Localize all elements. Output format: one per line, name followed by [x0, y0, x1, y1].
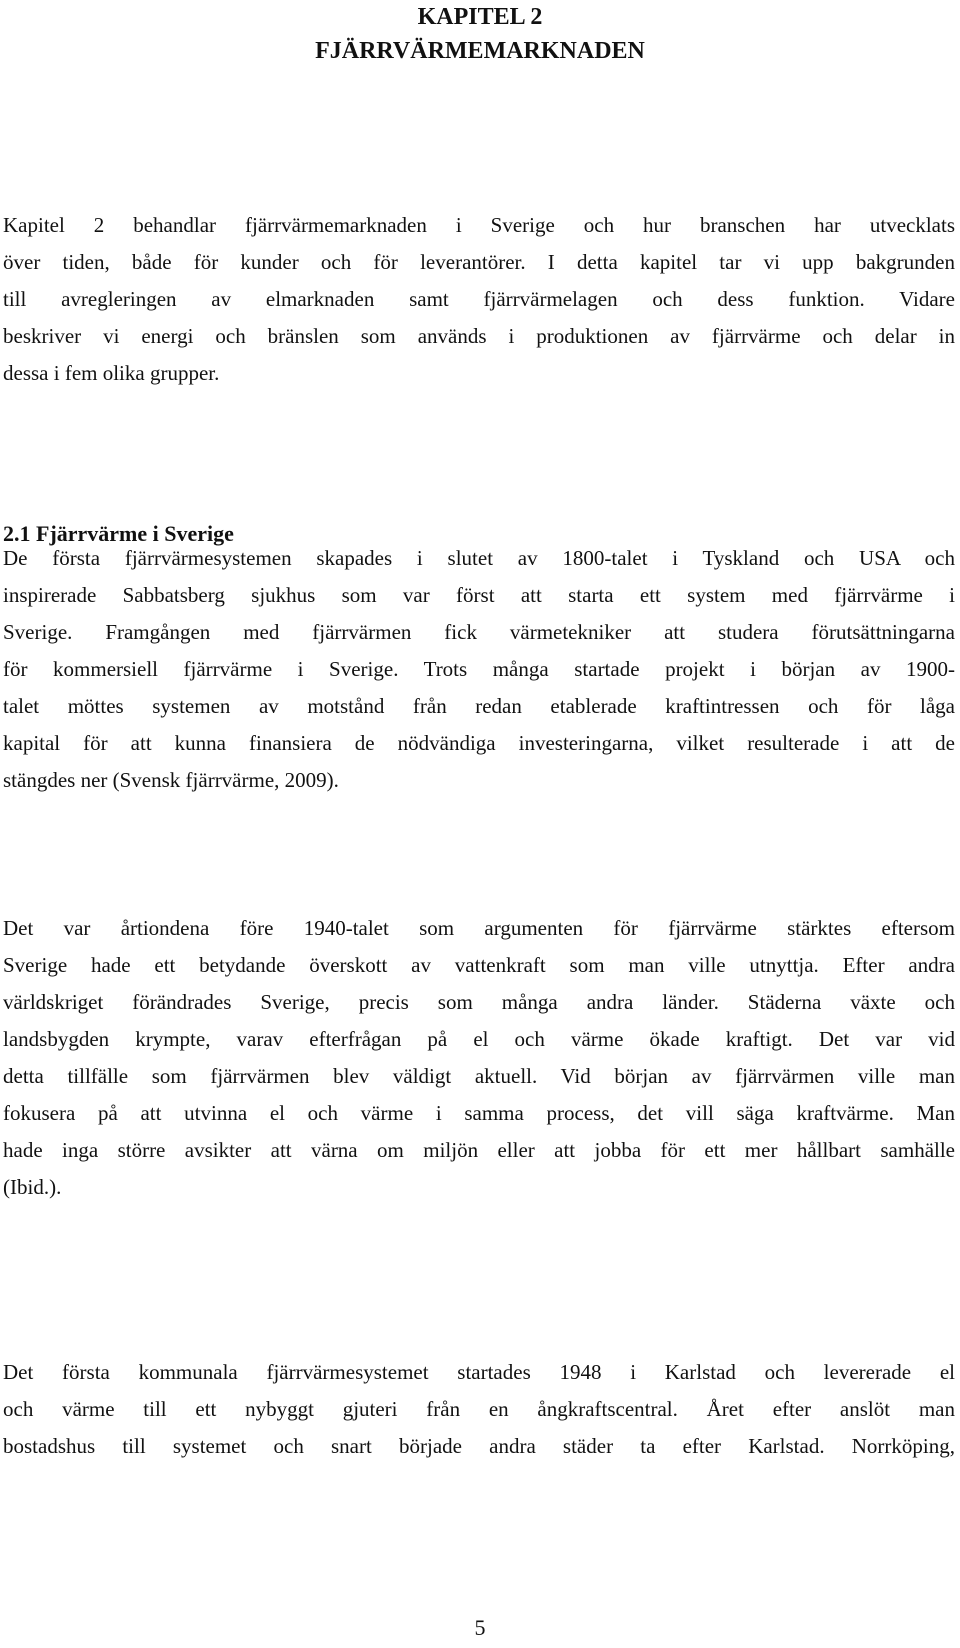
paragraph-line: inspirerade Sabbatsberg sjukhus som var först att starta ett system med fjärrvärme i — [3, 583, 955, 607]
paragraph-line: Sverige hade ett betydande överskott av vattenkraft som man ville utnyttja. Efter andra — [3, 953, 955, 977]
paragraph-line: Kapitel 2 behandlar fjärrvärmemarknaden i Sverige och hur branschen har utvecklats — [3, 213, 955, 237]
section-heading: 2.1 Fjärrvärme i Sverige — [3, 521, 234, 546]
paragraph-line: (Ibid.). — [3, 1175, 62, 1199]
chapter-heading — [0, 0, 960, 68]
paragraph-line: över tiden, både för kunder och för leverantörer. I detta kapitel tar vi upp bakgrunden — [3, 250, 955, 274]
paragraph-line: för kommersiell fjärrvärme i Sverige. Trots många startade projekt i början av 1900- — [3, 657, 955, 681]
chapter-label: KAPITEL 2 — [417, 4, 543, 30]
paragraph-line: detta tillfälle som fjärrvärmen blev väldigt aktuell. Vid början av fjärrvärmen ville man — [3, 1064, 955, 1088]
paragraph-line: världskriget förändrades Sverige, precis som många andra länder. Städerna växte och — [3, 990, 955, 1014]
paragraph-line: beskriver vi energi och bränslen som används i produktionen av fjärrvärme och delar in — [3, 324, 955, 348]
paragraph-line: och värme till ett nybyggt gjuteri från en ångkraftscentral. Året efter anslöt man — [3, 1397, 955, 1421]
paragraph-line: fokusera på att utvinna el och värme i samma process, det vill säga kraftvärme. Man — [3, 1101, 955, 1125]
section-paragraph-3 — [3, 1354, 955, 1465]
section-paragraph-1 — [3, 540, 955, 799]
page-number: 5 — [474, 1615, 486, 1640]
paragraph-line: Det första kommunala fjärrvärmesystemet startades 1948 i Karlstad och levererade el — [3, 1360, 955, 1384]
paragraph-line: till avregleringen av elmarknaden samt fjärrvärmelagen och dess funktion. Vidare — [3, 287, 955, 311]
paragraph-line: Sverige. Framgången med fjärrvärmen fick värmetekniker att studera förutsättningarna — [3, 620, 955, 644]
paragraph-line: bostadshus till systemet och snart började andra städer ta efter Karlstad. Norrköping, — [3, 1434, 955, 1458]
paragraph-line: kapital för att kunna finansiera de nödvändiga investeringarna, vilket resulterade i att de — [3, 731, 955, 755]
chapter-title: FJÄRRVÄRMEMARKNADEN — [315, 38, 645, 64]
intro-paragraph — [3, 207, 955, 392]
paragraph-line: hade inga större avsikter att värna om miljön eller att jobba för ett mer hållbart samhälle — [3, 1138, 955, 1162]
paragraph-line: dessa i fem olika grupper. — [3, 361, 220, 385]
paragraph-line: talet möttes systemen av motstånd från redan etablerade kraftintressen och för låga — [3, 694, 955, 718]
paragraph-line: De första fjärrvärmesystemen skapades i slutet av 1800-talet i Tyskland och USA och — [3, 546, 955, 570]
section-paragraph-2 — [3, 910, 955, 1206]
paragraph-line: Det var årtiondena före 1940-talet som argumenten för fjärrvärme stärktes eftersom — [3, 916, 955, 940]
paragraph-line: stängdes ner (Svensk fjärrvärme, 2009). — [3, 768, 339, 792]
paragraph-line: landsbygden krympte, varav efterfrågan på el och värme ökade kraftigt. Det var vid — [3, 1027, 955, 1051]
